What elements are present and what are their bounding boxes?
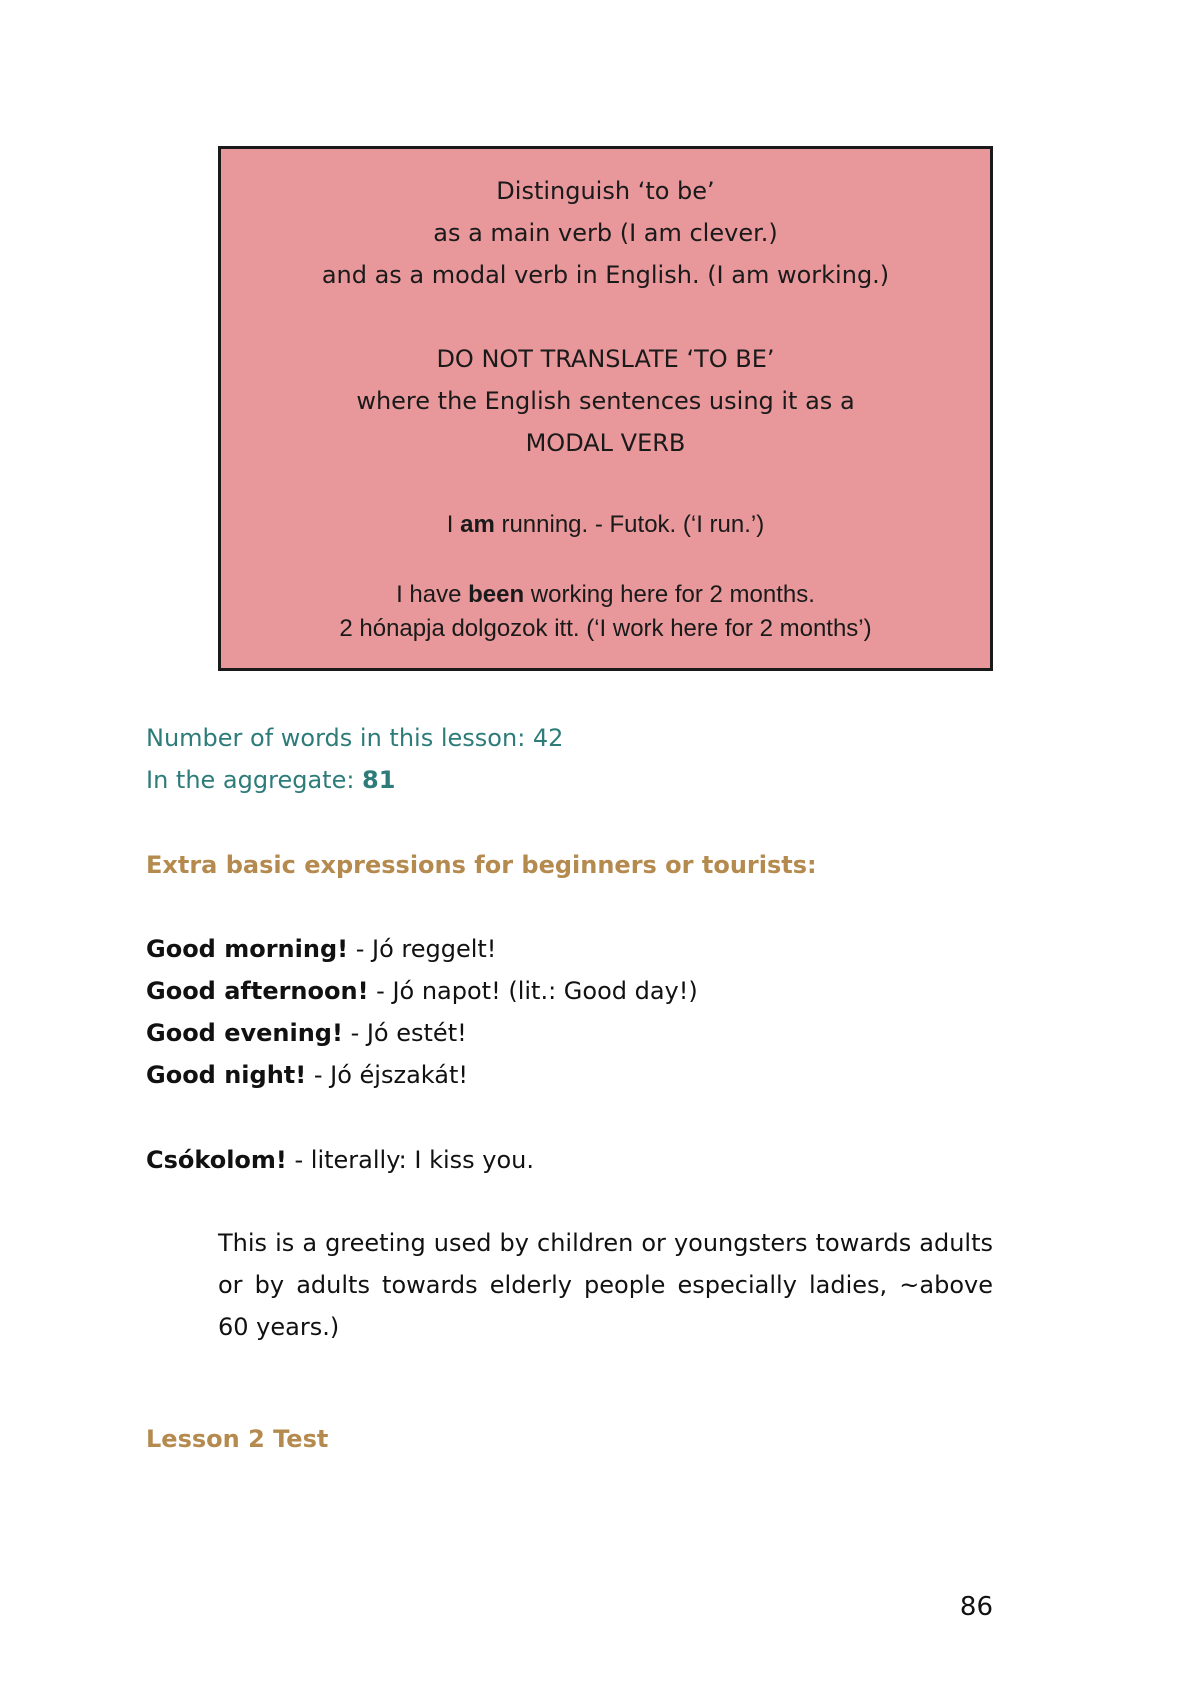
words-in-lesson: Number of words in this lesson: 42: [146, 724, 564, 752]
note-line-3: and as a modal verb in English. (I am working.): [321, 261, 890, 289]
expression-item: Good afternoon! - Jó napot! (lit.: Good day!): [146, 977, 698, 1005]
csokolom-expression: Csókolom! - literally: I kiss you.: [146, 1146, 535, 1174]
extra-expressions-heading: Extra basic expressions for beginners or tourists:: [146, 851, 817, 879]
expression-item: Good morning! - Jó reggelt!: [146, 935, 497, 963]
aggregate-words: In the aggregate: 81: [146, 766, 396, 794]
note-line-5: where the English sentences using it as a: [356, 387, 855, 415]
page-number: 86: [959, 1592, 993, 1622]
lesson-test-heading: Lesson 2 Test: [146, 1425, 329, 1453]
greeting-explanation: This is a greeting used by children or youngsters towards adults or by adults towards elderly people especially ladies, ~above 60 years.): [218, 1229, 993, 1341]
note-line-4: DO NOT TRANSLATE ‘TO BE’: [436, 345, 775, 373]
expression-item: Good evening! - Jó estét!: [146, 1019, 467, 1047]
note-example-2: I have been working here for 2 months.: [396, 581, 815, 608]
note-line-2: as a main verb (I am clever.): [433, 219, 778, 247]
note-line-1: Distinguish ‘to be’: [496, 177, 715, 205]
note-example-2-translation: 2 hónapja dolgozok itt. (‘I work here for 2 months’): [339, 615, 872, 642]
note-example-1: I am running. - Futok. (‘I run.’): [446, 511, 765, 538]
grammar-note-box: [218, 146, 993, 671]
expression-item: Good night! - Jó éjszakát!: [146, 1061, 468, 1089]
note-line-6: MODAL VERB: [525, 429, 686, 457]
